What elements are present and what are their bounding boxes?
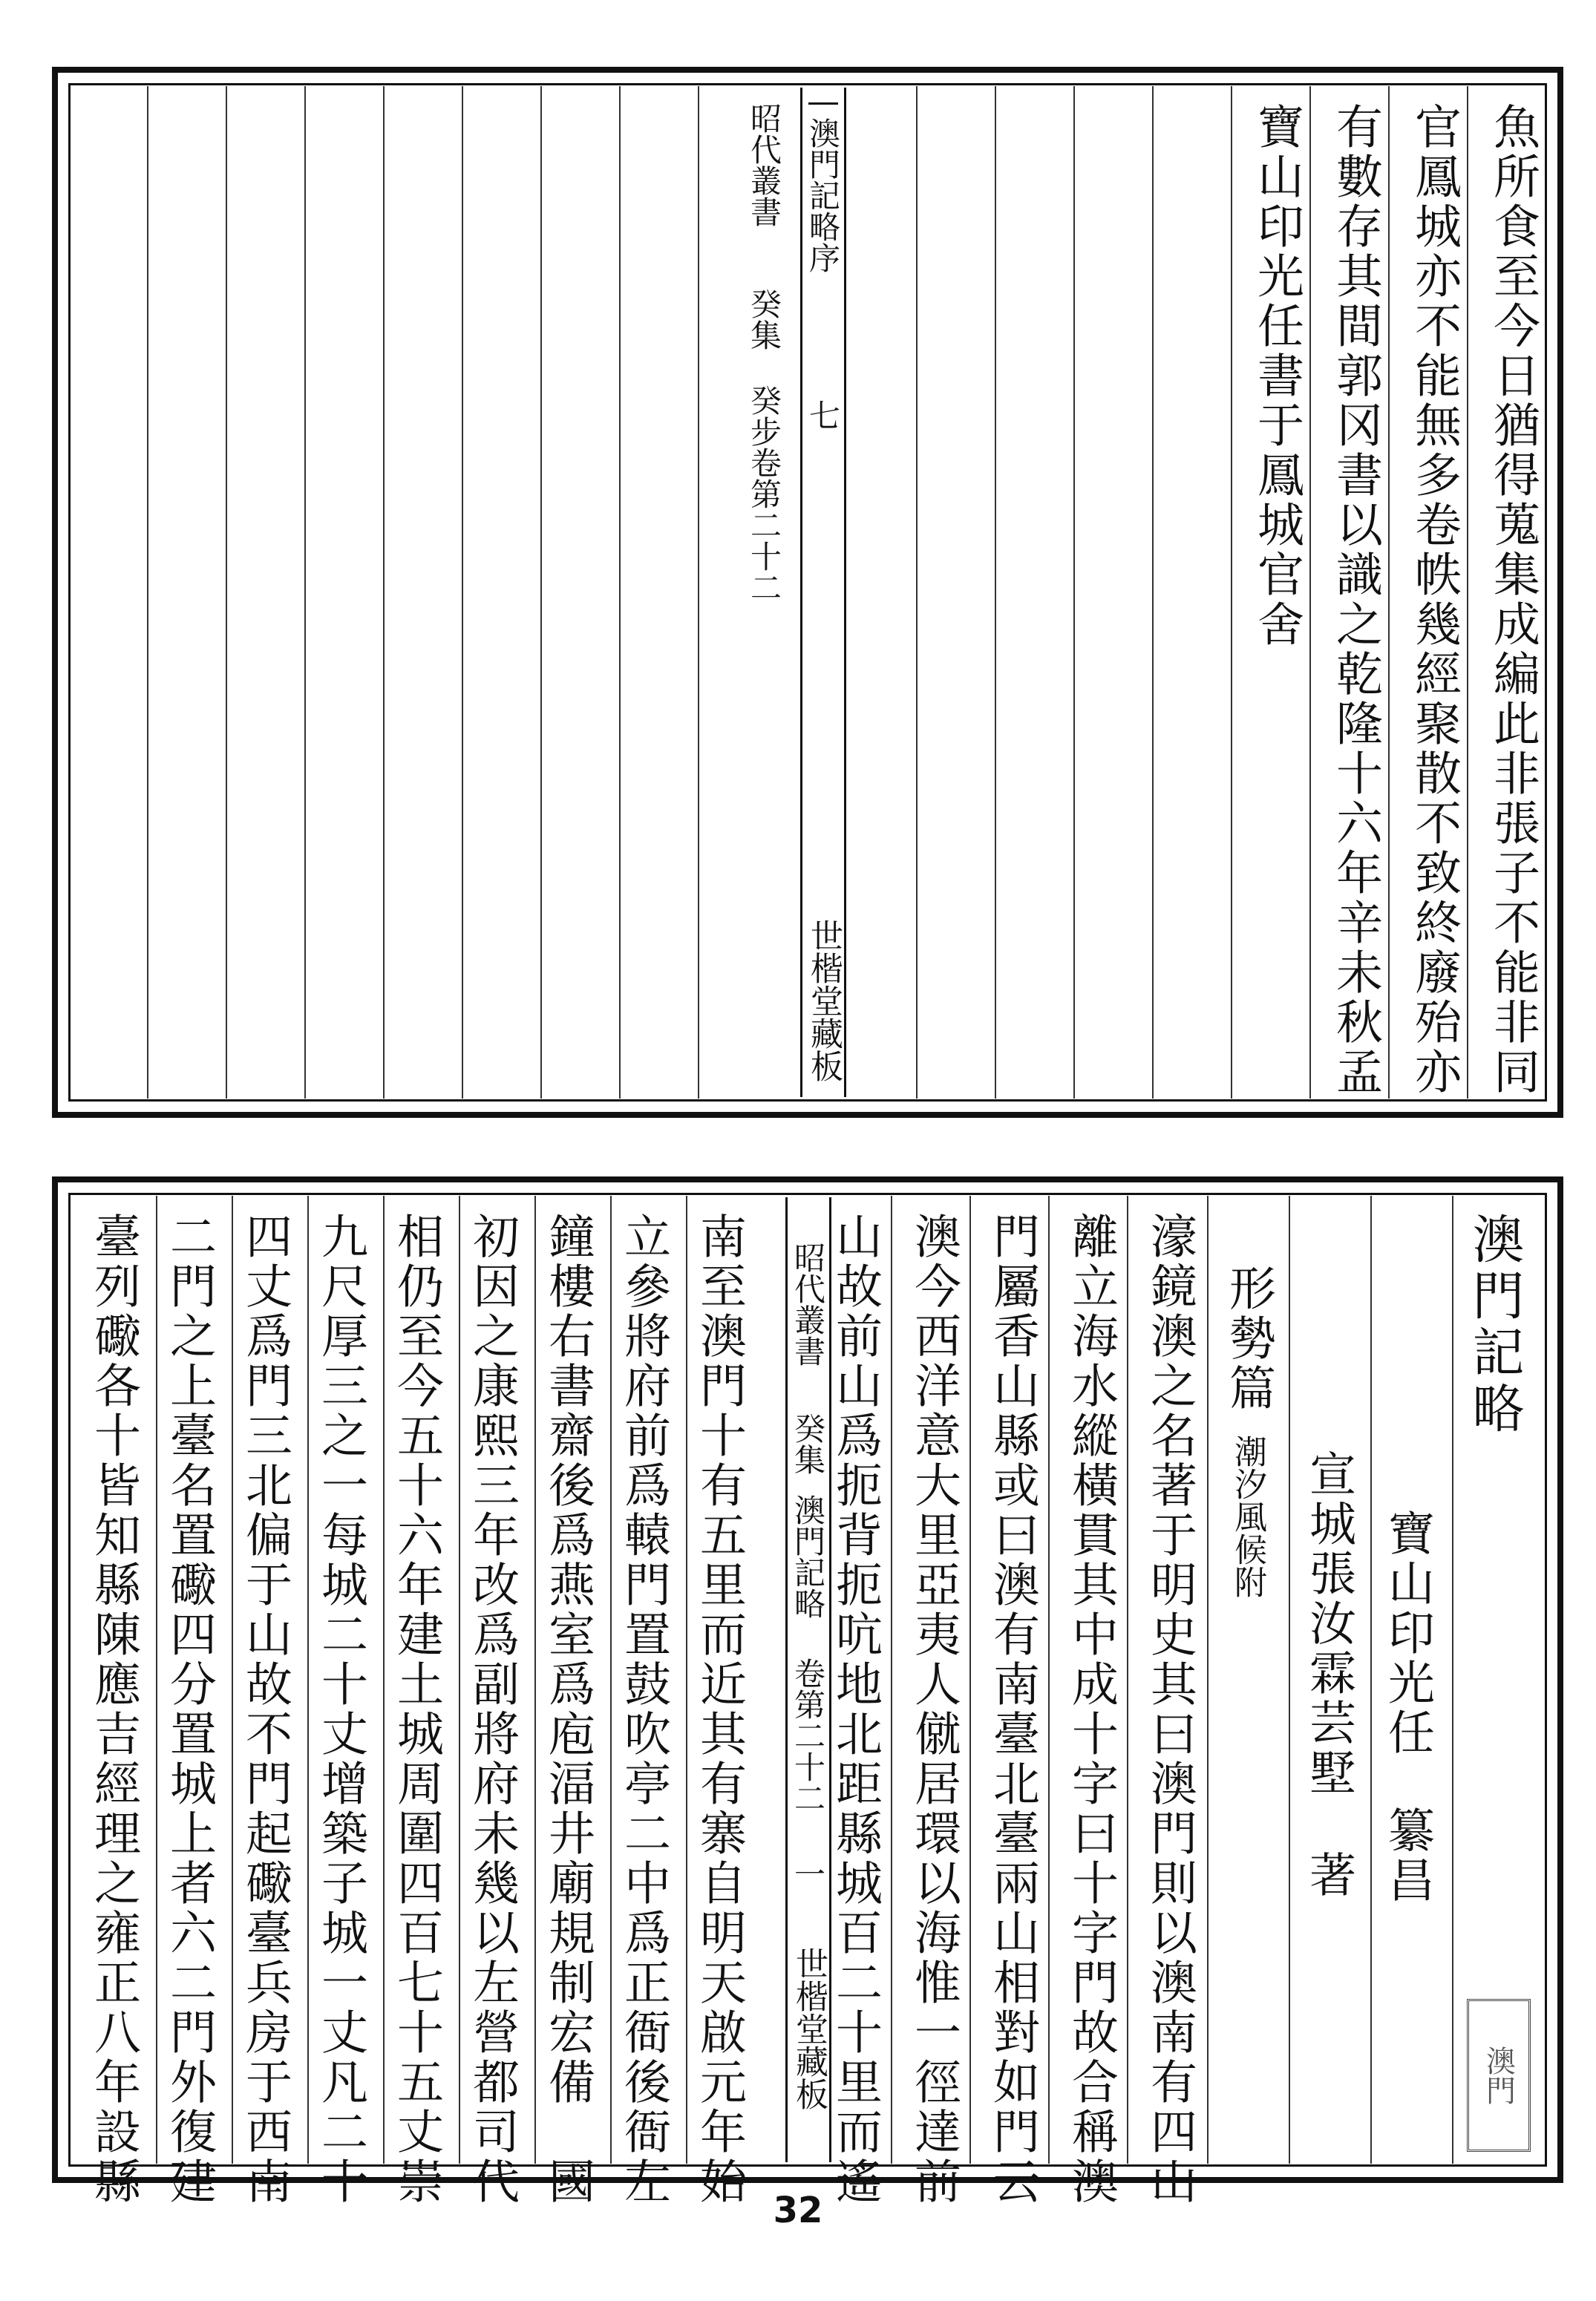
fold-work-title: 澳門記略 <box>790 1494 826 1619</box>
body-column-10: 相仍至今五十六年建土城周圍四百七十五丈崇 <box>390 1212 444 2207</box>
book-title: 澳門記略 <box>1464 1212 1525 1438</box>
body-column-6: 南至澳門十有五里而近其有寨自明天啟元年始 <box>693 1212 747 2207</box>
body-column-11: 九尺厚三之一每城二十丈增築子城一丈凡二十 <box>314 1212 368 2207</box>
column-rule <box>156 1196 157 2164</box>
section-heading: 形勢篇 <box>1222 1264 1276 1413</box>
column-rule <box>916 86 918 1099</box>
column-rule <box>698 86 699 1099</box>
preface-column-3: 有數存其間郭冈書以識之乾隆十六年辛未秋孟 <box>1329 102 1383 1097</box>
column-rule <box>147 86 148 1099</box>
body-column-9: 初因之康熙三年改爲副將府未幾以左營都司代 <box>465 1212 520 2207</box>
column-rule <box>226 86 227 1099</box>
column-rule <box>891 1196 892 2164</box>
fold-series-title: 昭代叢書 <box>746 102 782 227</box>
body-column-1: 濠鏡澳之名著于明史其曰澳門則以澳南有四山 <box>1143 1212 1197 2207</box>
column-rule <box>540 86 542 1099</box>
author-2-name: 宣城張汝霖芸墅 <box>1302 1450 1356 1798</box>
body-column-13: 二門之上臺名置礮四分置城上者六二門外復建 <box>163 1212 217 2207</box>
column-rule <box>1309 86 1311 1099</box>
fold-work-title: 澳門記略序 <box>805 117 841 273</box>
column-rule <box>383 86 385 1099</box>
column-rule <box>1152 86 1154 1099</box>
fold-folio: 一 <box>790 1858 826 1889</box>
fold-collection: 癸集 <box>746 288 782 350</box>
column-rule <box>462 86 463 1099</box>
preface-column-4: 寶山印光任書于鳳城官舍 <box>1250 102 1304 649</box>
column-rule <box>1231 86 1232 1099</box>
bottom-fold-margin <box>785 1197 831 2162</box>
column-rule <box>1370 1196 1372 2164</box>
column-rule <box>1452 1196 1453 2164</box>
page-number: 32 <box>773 2190 823 2231</box>
body-column-4: 澳今西洋意大里亞夷人僦居環以海惟一徑達前 <box>907 1212 961 2207</box>
column-rule <box>534 1196 536 2164</box>
column-rule <box>459 1196 460 2164</box>
column-rule <box>383 1196 385 2164</box>
body-column-14: 臺列礮各十皆知縣陳應吉經理之雍正八年設縣 <box>87 1212 141 2207</box>
preface-column-2: 官鳳城亦不能無多卷帙幾經聚散不致終廢殆亦 <box>1407 102 1462 1097</box>
column-rule <box>686 1196 687 2164</box>
fold-press: 世楷堂藏板 <box>805 919 843 1082</box>
author-2-role: 著 <box>1302 1850 1356 1900</box>
body-column-12: 四丈爲門三北偏于山故不門起礮臺兵房于西南 <box>238 1212 292 2207</box>
top-fold-margin <box>800 88 846 1097</box>
column-rule <box>969 1196 971 2164</box>
author-1-name: 寶山印光任 <box>1381 1509 1435 1758</box>
body-column-3: 門屬香山縣或曰澳有南臺北臺兩山相對如門云 <box>986 1212 1040 2207</box>
collector-seal: 澳門 <box>1467 1999 1531 2152</box>
column-rule <box>1073 86 1075 1099</box>
column-rule <box>1388 86 1390 1099</box>
body-column-5: 山故前山爲扼背扼吭地北距縣城百二十里而遙 <box>828 1212 883 2207</box>
column-rule <box>1127 1196 1128 2164</box>
fold-collection: 癸集 <box>790 1413 826 1475</box>
section-note: 潮汐風候附 <box>1229 1435 1266 1598</box>
column-rule <box>610 1196 612 2164</box>
preface-column-1: 魚所食至今日猶得蒐集成編此非張子不能非同 <box>1486 102 1540 1097</box>
fold-folio: 七 <box>805 399 841 431</box>
body-column-7: 立參將府前爲轅門置鼓吹亭二中爲正衙後衙左 <box>617 1212 671 2207</box>
top-page <box>52 67 1563 1118</box>
column-rule <box>995 86 996 1099</box>
body-column-2: 離立海水縱橫貫其中成十字曰十字門故合稱澳 <box>1064 1212 1119 2207</box>
fold-press: 世楷堂藏板 <box>790 1947 828 2110</box>
fish-tail-mark <box>808 102 838 105</box>
column-rule <box>1289 1196 1290 2164</box>
column-rule <box>304 86 306 1099</box>
column-rule <box>619 86 621 1099</box>
column-rule <box>1048 1196 1050 2164</box>
body-column-8: 鐘樓右書齋後爲燕室爲庖湢井廟規制宏備 國 <box>541 1212 595 2207</box>
fold-series-title: 昭代叢書 <box>790 1242 826 1366</box>
column-rule <box>1207 1196 1209 2164</box>
column-rule <box>307 1196 309 2164</box>
bottom-page <box>52 1176 1563 2207</box>
fold-volume: 癸步卷第二十二 <box>746 384 782 603</box>
column-rule <box>232 1196 233 2164</box>
column-rule <box>1467 86 1468 1099</box>
author-1-role: 纂昌 <box>1381 1806 1435 1905</box>
fold-volume: 卷第二十二 <box>790 1657 826 1813</box>
